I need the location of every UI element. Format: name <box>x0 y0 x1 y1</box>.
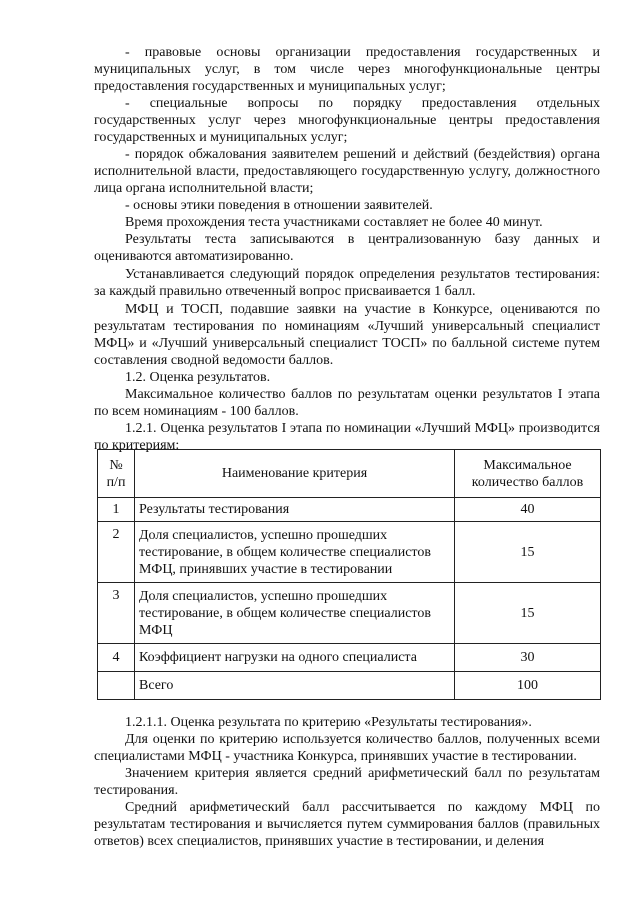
cell-max: 15 <box>455 583 601 644</box>
cell-criterion: Всего <box>135 672 455 700</box>
paragraph-criterion-value: Значением критерия является средний арифметический балл по результатам тестирования. <box>94 766 600 798</box>
paragraph-max-points: Максимальное количество баллов по результатам оценки результатов I этапа по всем номинациям - 100 баллов. <box>94 387 600 419</box>
table-row-total <box>98 672 601 700</box>
document-body-bottom <box>94 714 600 850</box>
table-row <box>98 644 601 672</box>
cell-max: 15 <box>455 522 601 583</box>
list-item-appeal-procedure: - порядок обжалования заявителем решений и действий (бездействия) органа исполнительной власти, предоставляющего государственную услугу, должностного лица органа исполнительной власти; <box>94 147 600 196</box>
document-body-top <box>94 44 600 454</box>
header-num: № п/п <box>98 450 135 498</box>
paragraph-test-results: Результаты теста записываются в централизованную базу данных и оцениваются автоматизированно. <box>94 232 600 264</box>
header-criterion-name: Наименование критерия <box>135 450 455 498</box>
table-row <box>98 583 601 644</box>
paragraph-nominations: МФЦ и ТОСП, подавшие заявки на участие в Конкурсе, оцениваются по результатам тестирования по номинациям «Лучший универсальный специалист МФЦ» и «Лучший универсальный специалист ТОСП» по балльной системе путем составления сводной ведомости баллов. <box>94 302 600 368</box>
table-row <box>98 522 601 583</box>
section-heading-1-2: 1.2. Оценка результатов. <box>125 370 271 385</box>
list-item-legal-basics: - правовые основы организации предоставления государственных и муниципальных услуг, в том числе через многофункциональные центры предоставления государственных и муниципальных услуг; <box>94 45 600 94</box>
cell-num: 3 <box>98 583 135 644</box>
cell-max: 100 <box>455 672 601 700</box>
paragraph-scoring-order: Устанавливается следующий порядок определения результатов тестирования: за каждый правильно отвеченный вопрос присваивается 1 балл. <box>94 267 600 299</box>
cell-num: 4 <box>98 644 135 672</box>
cell-criterion: Коэффициент нагрузки на одного специалиста <box>135 644 455 672</box>
header-max-points: Максимальное количество баллов <box>455 450 601 498</box>
list-item-special-questions: - специальные вопросы по порядку предоставления отдельных государственных услуг через многофункциональные центры предоставления государственных и муниципальных услуг; <box>94 96 600 145</box>
paragraph-criteria-intro: 1.2.1. Оценка результатов I этапа по номинации «Лучший МФЦ» производится по критериям: <box>94 421 600 453</box>
cell-num <box>98 672 135 700</box>
paragraph-criterion-evaluation: Для оценки по критерию используется количество баллов, полученных всеми специалистами МФЦ - участника Конкурса, принявших участие в тестировании. <box>94 732 600 764</box>
cell-num: 2 <box>98 522 135 583</box>
paragraph-test-time: Время прохождения теста участниками составляет не более 40 минут. <box>125 215 543 230</box>
cell-max: 30 <box>455 644 601 672</box>
paragraph-average-calc: Средний арифметический балл рассчитывается по каждому МФЦ по результатам тестирования и вычисляется путем суммирования баллов (правильных ответов) всех специалистов, принявших участие в тестировании, и деления <box>94 800 600 849</box>
criteria-table <box>97 449 601 700</box>
section-heading-1-2-1-1: 1.2.1.1. Оценка результата по критерию «Результаты тестирования». <box>125 715 532 730</box>
list-item-ethics: - основы этики поведения в отношении заявителей. <box>125 198 433 213</box>
cell-max: 40 <box>455 498 601 522</box>
cell-criterion: Результаты тестирования <box>135 498 455 522</box>
cell-criterion: Доля специалистов, успешно прошедших тестирование, в общем количестве специалистов МФЦ <box>135 583 455 644</box>
cell-num: 1 <box>98 498 135 522</box>
cell-criterion: Доля специалистов, успешно прошедших тестирование, в общем количестве специалистов МФЦ, принявших участие в тестировании <box>135 522 455 583</box>
table-header-row <box>98 450 601 498</box>
table-row <box>98 498 601 522</box>
